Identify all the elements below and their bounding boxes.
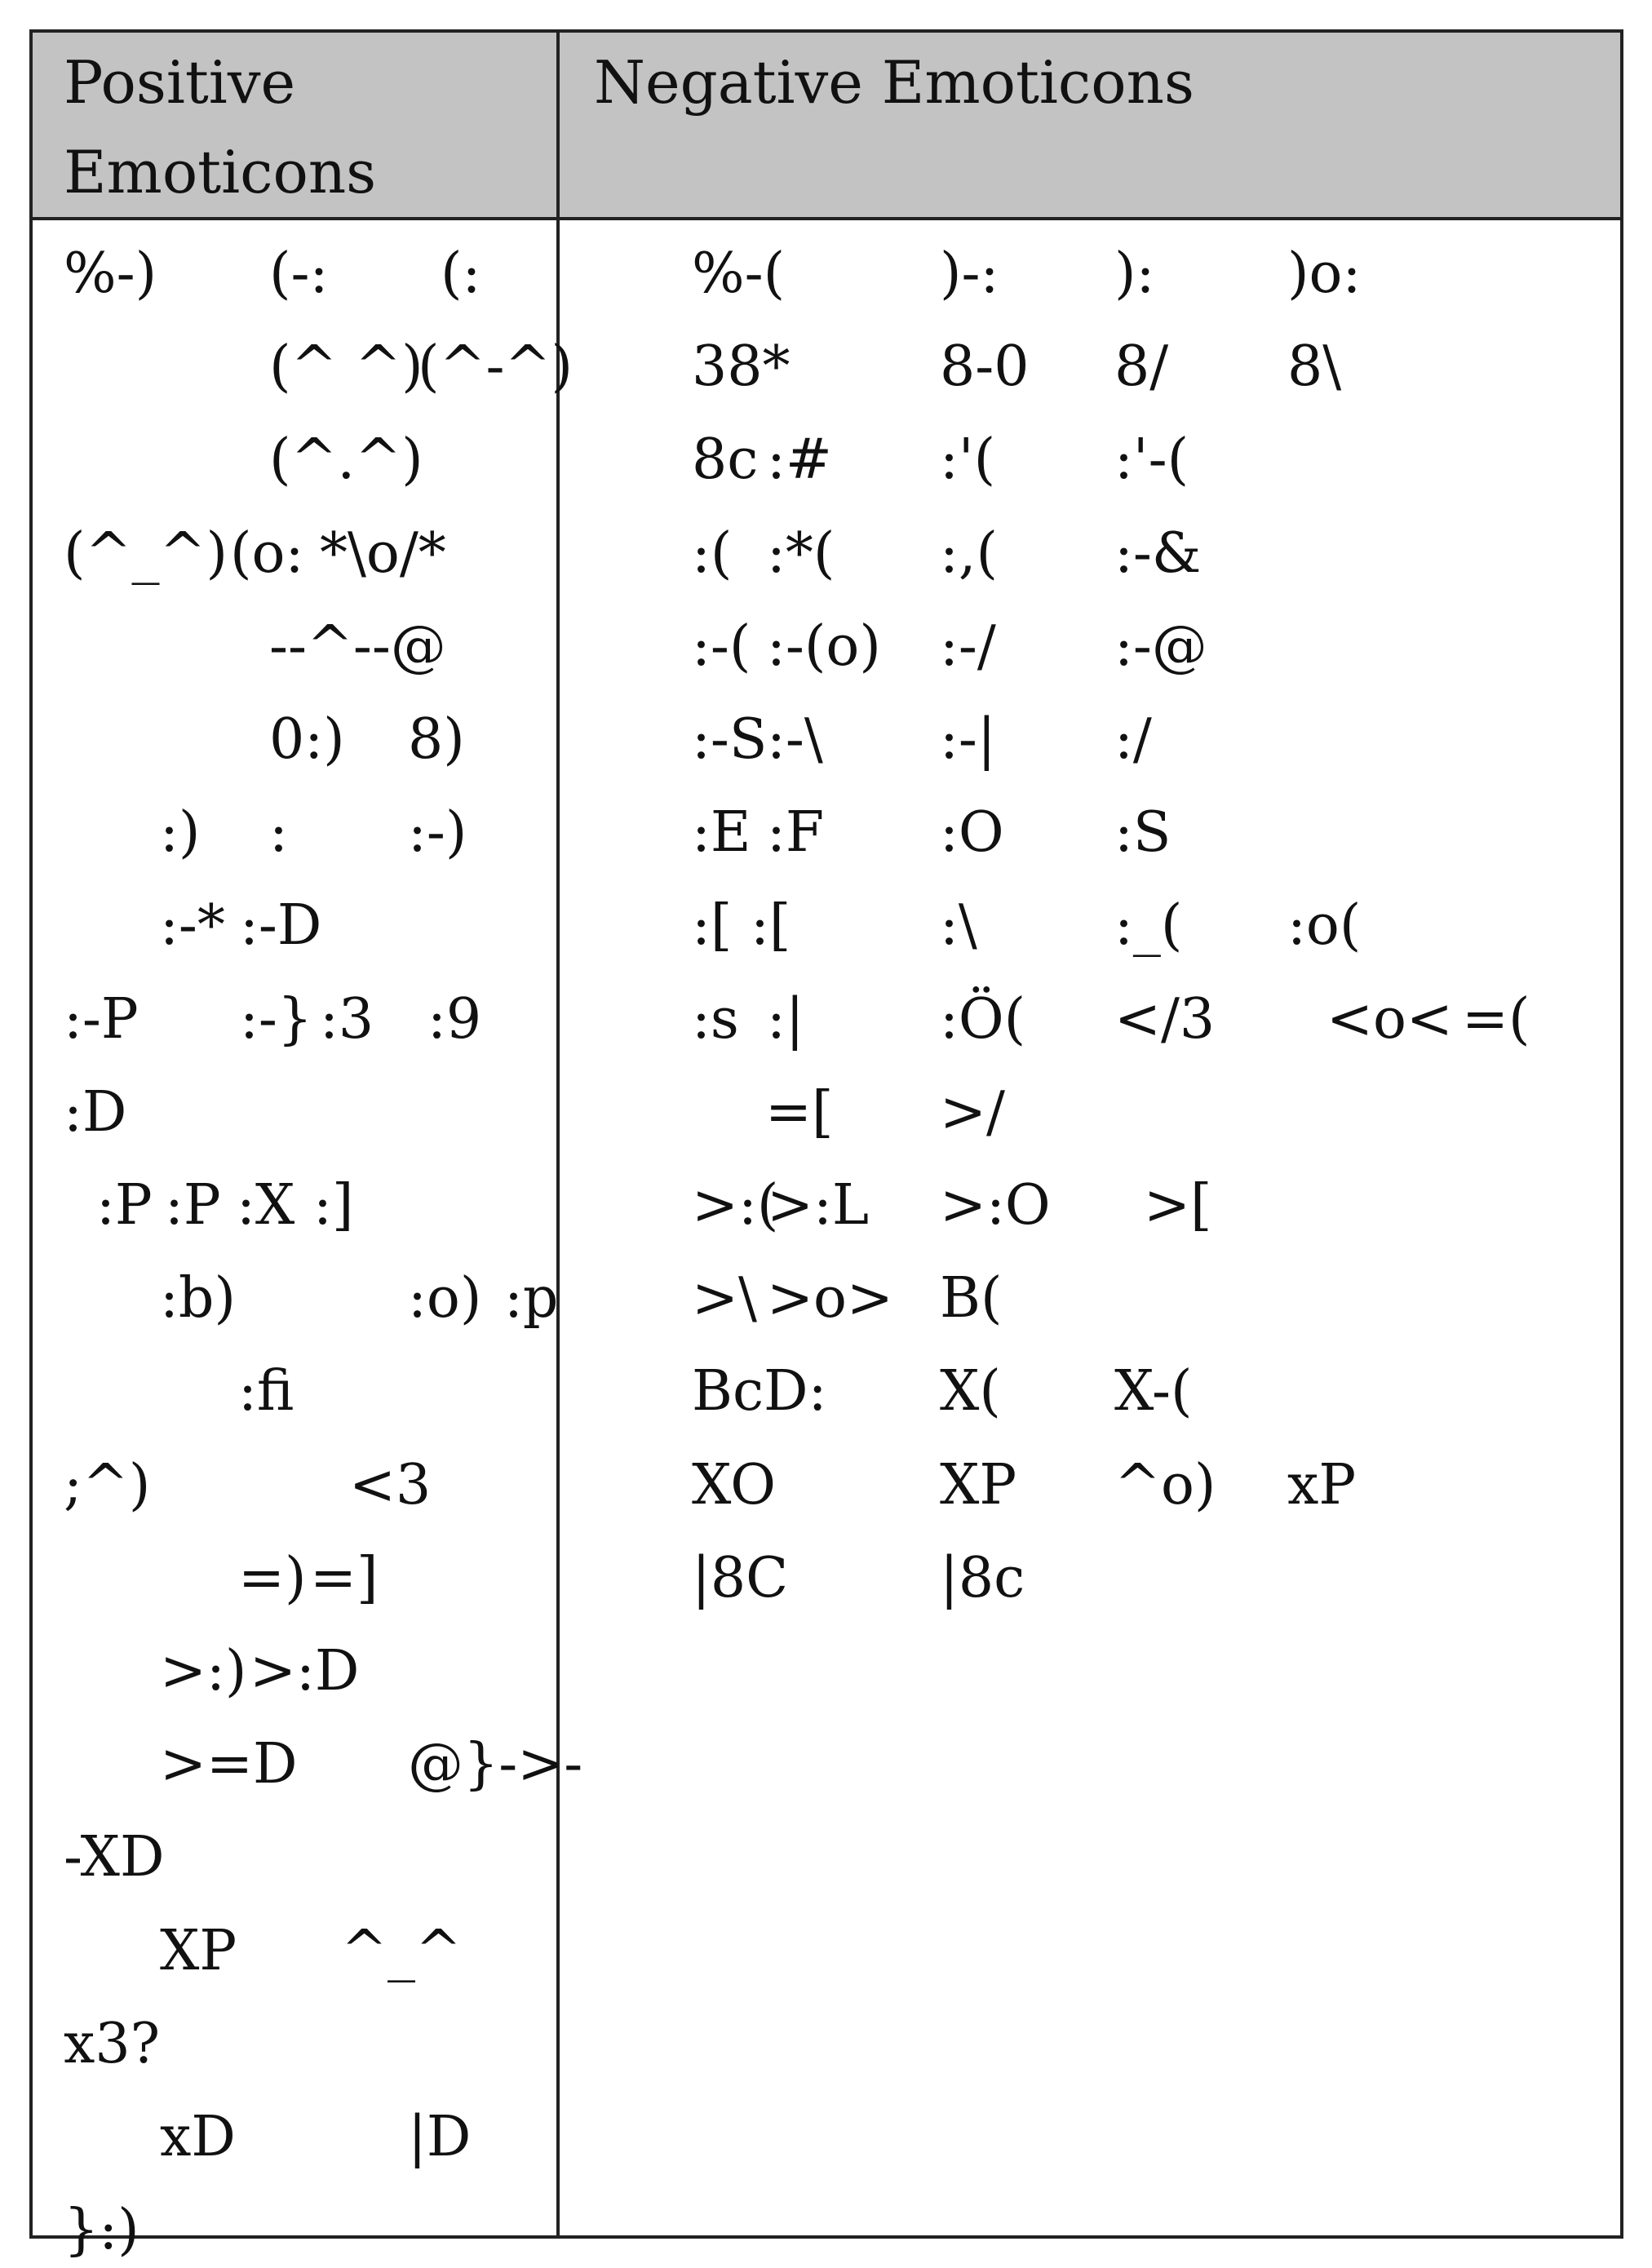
negative-emoticon: :# bbox=[767, 427, 832, 492]
negative-emoticon: :/ bbox=[1114, 707, 1152, 772]
positive-emoticon: --^--@ bbox=[269, 614, 446, 679]
negative-emoticon: 8-0 bbox=[940, 334, 1030, 399]
positive-emoticon: (: bbox=[441, 241, 481, 306]
negative-emoticon: 8/ bbox=[1114, 334, 1169, 399]
negative-emoticon: :'-( bbox=[1114, 427, 1189, 492]
positive-emoticon: :-) bbox=[408, 800, 467, 865]
negative-emoticon: 8c bbox=[692, 427, 759, 492]
negative-emoticon: >\ bbox=[692, 1266, 757, 1331]
negative-emoticon: 8\ bbox=[1287, 334, 1342, 399]
negative-emoticon: =[ bbox=[765, 1080, 834, 1145]
positive-emoticon: :-} bbox=[240, 987, 313, 1052]
negative-emoticon: X-( bbox=[1114, 1359, 1193, 1424]
negative-emoticon: :_( bbox=[1114, 893, 1183, 958]
positive-emoticon: >:) bbox=[160, 1639, 247, 1703]
positive-emoticon: :D bbox=[64, 1080, 127, 1145]
positive-emoticon: 0:) bbox=[269, 707, 345, 772]
positive-emoticon: :-P bbox=[64, 987, 139, 1052]
positive-emoticon: xD bbox=[160, 2105, 236, 2169]
positive-emoticon: :-* bbox=[160, 893, 225, 958]
negative-emoticon: XP bbox=[940, 1453, 1017, 1517]
negative-emoticon: >[ bbox=[1144, 1173, 1212, 1238]
positive-emoticon: :X bbox=[237, 1173, 295, 1238]
negative-emoticon: |8c bbox=[940, 1546, 1025, 1610]
negative-emoticon: :Ö( bbox=[940, 987, 1026, 1052]
negative-emoticon: >:L bbox=[767, 1173, 870, 1238]
negative-emoticon: :\ bbox=[940, 893, 977, 958]
negative-emoticon: :( bbox=[692, 521, 733, 586]
positive-emoticon: @}->- bbox=[408, 1732, 583, 1796]
negative-emoticon: :O bbox=[940, 800, 1004, 865]
positive-emoticon: :9 bbox=[427, 987, 482, 1052]
positive-emoticon: |D bbox=[408, 2105, 472, 2169]
positive-emoticon: :p bbox=[504, 1266, 559, 1331]
positive-emoticon: :b) bbox=[160, 1266, 236, 1331]
negative-emoticon: |8C bbox=[692, 1546, 789, 1610]
positive-emoticon: =] bbox=[310, 1546, 379, 1610]
negative-emoticon: X( bbox=[940, 1359, 1001, 1424]
negative-emoticon: :| bbox=[767, 987, 804, 1052]
negative-emoticon: ^o) bbox=[1114, 1453, 1216, 1517]
positive-emoticon: (o: bbox=[230, 521, 304, 586]
positive-emoticon: (^-^) bbox=[418, 334, 573, 399]
negative-emoticon: XO bbox=[692, 1453, 776, 1517]
positive-emoticon: :o) bbox=[408, 1266, 482, 1331]
negative-emoticon: :-/ bbox=[940, 614, 996, 679]
positive-emoticon: }:) bbox=[64, 2198, 140, 2262]
header-negative: Negative Emoticons bbox=[594, 48, 1194, 117]
positive-emoticon: ;^) bbox=[64, 1453, 151, 1517]
negative-emoticon: :[ bbox=[692, 893, 733, 958]
negative-emoticon: =( bbox=[1462, 987, 1530, 1052]
negative-emoticon: :o( bbox=[1287, 893, 1362, 958]
negative-emoticon: >:O bbox=[940, 1173, 1051, 1238]
header-divider bbox=[29, 217, 1623, 220]
negative-emoticon: :,( bbox=[940, 521, 999, 586]
positive-emoticon: :) bbox=[160, 800, 201, 865]
positive-emoticon: :-D bbox=[240, 893, 322, 958]
negative-emoticon: >o> bbox=[767, 1266, 893, 1331]
positive-emoticon: : bbox=[269, 800, 288, 865]
header-positive-line-2: Emoticons bbox=[64, 138, 377, 206]
negative-emoticon: >:( bbox=[692, 1173, 779, 1238]
negative-emoticon: :s bbox=[692, 987, 739, 1052]
negative-emoticon: :S bbox=[1114, 800, 1171, 865]
positive-emoticon: :ﬁ bbox=[238, 1359, 295, 1424]
positive-emoticon: >=D bbox=[160, 1732, 298, 1796]
positive-emoticon: *\o/* bbox=[320, 521, 446, 586]
negative-emoticon: :-@ bbox=[1114, 614, 1207, 679]
negative-emoticon: B( bbox=[940, 1266, 1003, 1331]
positive-emoticon: %-) bbox=[64, 241, 157, 306]
negative-emoticon: :*( bbox=[767, 521, 835, 586]
negative-emoticon: <o< bbox=[1326, 987, 1453, 1052]
positive-emoticon: <3 bbox=[349, 1453, 432, 1517]
negative-emoticon: ): bbox=[1114, 241, 1155, 306]
negative-emoticon: :[ bbox=[751, 893, 791, 958]
negative-emoticon: >/ bbox=[940, 1080, 1005, 1145]
negative-emoticon: :-\ bbox=[767, 707, 823, 772]
negative-emoticon: )-: bbox=[940, 241, 999, 306]
negative-emoticon: :-S bbox=[692, 707, 768, 772]
negative-emoticon: :E bbox=[692, 800, 751, 865]
negative-emoticon: :'( bbox=[940, 427, 996, 492]
negative-emoticon: 38* bbox=[692, 334, 791, 399]
positive-emoticon: XP bbox=[160, 1919, 237, 1983]
negative-emoticon: :-| bbox=[940, 707, 996, 772]
negative-emoticon: :-& bbox=[1114, 521, 1202, 586]
negative-emoticon: )o: bbox=[1287, 241, 1362, 306]
negative-emoticon: :F bbox=[767, 800, 825, 865]
negative-emoticon: BcD: bbox=[692, 1359, 827, 1424]
negative-emoticon: :-(o) bbox=[767, 614, 881, 679]
positive-emoticon: =) bbox=[238, 1546, 307, 1610]
positive-emoticon: :P bbox=[96, 1173, 153, 1238]
positive-emoticon: (-: bbox=[269, 241, 329, 306]
positive-emoticon: :3 bbox=[320, 987, 374, 1052]
positive-emoticon: >:D bbox=[250, 1639, 360, 1703]
positive-emoticon: :] bbox=[313, 1173, 354, 1238]
positive-emoticon: x3? bbox=[64, 2012, 161, 2076]
positive-emoticon: :P bbox=[165, 1173, 221, 1238]
positive-emoticon: (^.^) bbox=[269, 427, 423, 492]
negative-emoticon: xP bbox=[1287, 1453, 1357, 1517]
negative-emoticon: </3 bbox=[1114, 987, 1216, 1052]
header-positive-line-1: Positive bbox=[64, 48, 296, 117]
positive-emoticon: ^_^ bbox=[341, 1919, 462, 1983]
positive-emoticon: (^ ^) bbox=[269, 334, 423, 399]
positive-emoticon: (^_^) bbox=[64, 521, 228, 586]
negative-emoticon: %-( bbox=[692, 241, 786, 306]
positive-emoticon: 8) bbox=[408, 707, 465, 772]
negative-emoticon: :-( bbox=[692, 614, 751, 679]
positive-emoticon: -XD bbox=[64, 1825, 165, 1889]
